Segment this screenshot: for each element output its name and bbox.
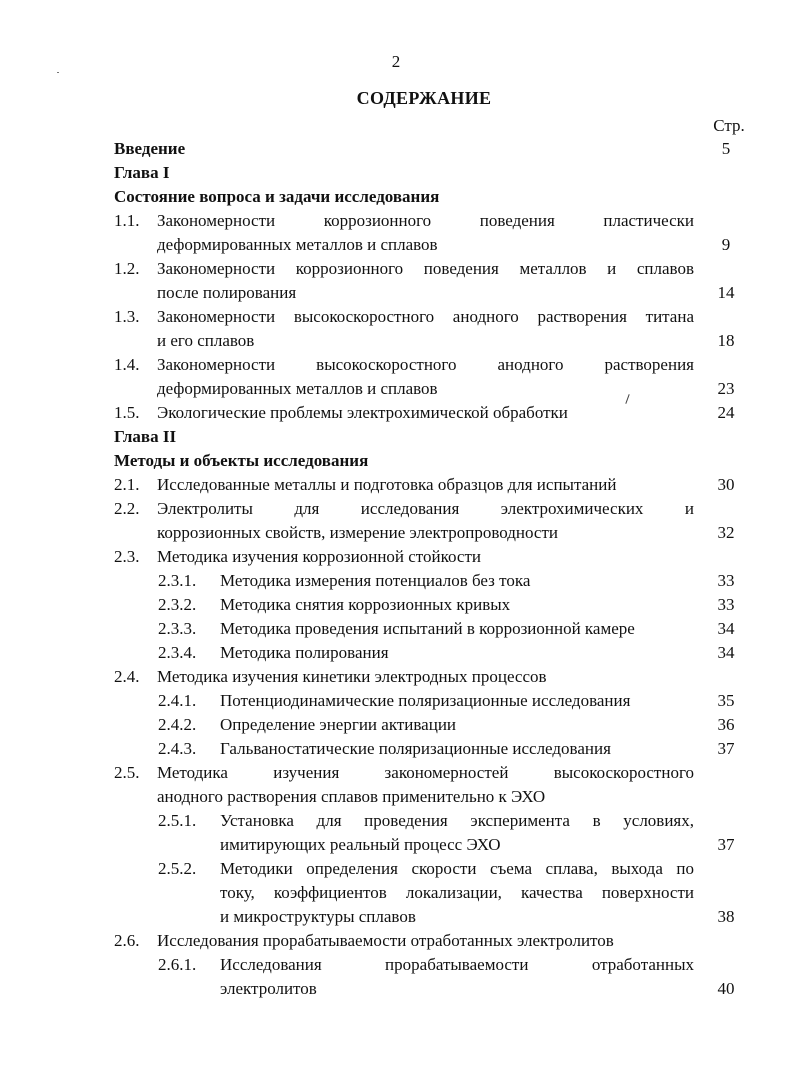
toc-entry-title-line: Установка для проведения эксперимента в условиях, — [220, 811, 694, 830]
toc-entry-title-line: Методика снятия коррозионных кривых — [220, 595, 511, 614]
toc-entry-title-line: Методика полирования — [220, 643, 389, 662]
toc-entry-title — [220, 809, 694, 857]
toc-entry-number: 2.4.1. — [158, 691, 197, 710]
toc-entry-title — [220, 569, 694, 593]
toc-entry-title-line: имитирующих реальный процесс ЭХО — [220, 835, 501, 854]
toc-entry — [0, 449, 792, 473]
table-of-contents — [0, 137, 792, 1001]
toc-entry-number: 2.1. — [114, 475, 140, 494]
toc-entry-title-line: Методика изучения кинетики электродных процессов — [157, 667, 547, 686]
toc-entry — [0, 713, 792, 737]
toc-entry — [0, 737, 792, 761]
toc-entry-title — [220, 689, 694, 713]
toc-entry-number: 2.5. — [114, 763, 140, 782]
toc-entry — [0, 185, 792, 209]
toc-entry-number: 2.3. — [114, 547, 140, 566]
page-number: 2 — [391, 52, 401, 71]
toc-entry-title-line: Исследования прорабатываемости отработанных электролитов — [157, 931, 614, 950]
toc-entry — [0, 809, 792, 857]
toc-entry-title-line: Закономерности коррозионного поведения металлов и сплавов — [157, 259, 694, 278]
toc-entry-number: 1.3. — [114, 307, 140, 326]
toc-page-number: 33 — [717, 571, 735, 590]
toc-entry-title-line: Электролиты для исследования электрохимических и — [157, 499, 694, 518]
toc-entry — [0, 641, 792, 665]
toc-entry-title-line: Потенциодинамические поляризационные исследования — [220, 691, 631, 710]
toc-page-number: 18 — [717, 331, 735, 350]
toc-page-number: 32 — [717, 523, 735, 542]
toc-entry-number: 2.3.4. — [158, 643, 197, 662]
toc-page-number: 34 — [717, 643, 735, 662]
toc-entry-title-line: Методика изучения коррозионной стойкости — [157, 547, 482, 566]
toc-entry-number: 2.5.2. — [158, 859, 197, 878]
toc-entry-title-line: Закономерности высокоскоростного анодного растворения титана — [157, 307, 694, 326]
toc-entry — [0, 137, 792, 161]
toc-entry — [0, 761, 792, 809]
toc-entry-title — [157, 257, 694, 305]
toc-entry-title — [220, 641, 694, 665]
toc-entry-title — [157, 497, 694, 545]
toc-entry-number: 2.4. — [114, 667, 140, 686]
toc-heading: Состояние вопроса и задачи исследования — [114, 187, 440, 206]
toc-entry-title — [157, 401, 694, 425]
toc-page-number: 37 — [717, 835, 735, 854]
toc-entry — [0, 665, 792, 689]
toc-page-number: 5 — [721, 139, 731, 158]
toc-entry — [0, 257, 792, 305]
toc-entry-title — [220, 953, 694, 1001]
toc-page-number: 33 — [717, 595, 735, 614]
toc-entry-title — [220, 737, 694, 761]
toc-entry-number: 2.3.2. — [158, 595, 197, 614]
toc-entry-number: 2.4.3. — [158, 739, 197, 758]
toc-entry-title-line: анодного растворения сплавов применительно к ЭХО — [157, 787, 546, 806]
toc-entry-number: 2.2. — [114, 499, 140, 518]
toc-heading: Глава II — [114, 427, 177, 446]
toc-entry-title — [157, 761, 694, 809]
toc-entry-number: 2.4.2. — [158, 715, 197, 734]
toc-entry — [0, 305, 792, 353]
toc-entry — [0, 425, 792, 449]
toc-entry-title-line: току, коэффициентов локализации, качества поверхности — [220, 883, 694, 902]
toc-entry-title — [220, 857, 694, 929]
toc-entry-title-line: Методики определения скорости съема сплава, выхода по — [220, 859, 694, 878]
toc-entry-number: 1.2. — [114, 259, 140, 278]
toc-page-number: 30 — [717, 475, 735, 494]
toc-entry-title — [157, 209, 694, 257]
toc-entry-title-line: Методика изучения закономерностей высокоскоростного — [157, 763, 694, 782]
toc-entry-title-line: деформированных металлов и сплавов — [157, 235, 438, 254]
page-column-header: Стр. — [713, 116, 745, 135]
toc-entry-title-line: деформированных металлов и сплавов — [157, 379, 438, 398]
toc-page-number: 35 — [717, 691, 735, 710]
toc-entry — [0, 593, 792, 617]
toc-entry — [0, 929, 792, 953]
toc-entry-title-line: коррозионных свойств, измерение электропроводности — [157, 523, 558, 542]
toc-entry-number: 1.1. — [114, 211, 140, 230]
toc-page-number: 24 — [717, 403, 735, 422]
toc-entry-title — [157, 353, 694, 401]
toc-entry-number: 2.3.3. — [158, 619, 197, 638]
toc-entry-title — [220, 617, 694, 641]
toc-entry-title-line: Определение энергии активации — [220, 715, 457, 734]
toc-entry-title-line: Закономерности высокоскоростного анодного растворения — [157, 355, 694, 374]
toc-entry-number: 2.6. — [114, 931, 140, 950]
toc-entry-number: 2.6.1. — [158, 955, 197, 974]
toc-entry-title — [157, 305, 694, 353]
toc-entry-title — [157, 665, 694, 689]
toc-entry — [0, 569, 792, 593]
toc-page-number: 36 — [717, 715, 735, 734]
toc-entry-title-line: после полирования — [157, 283, 297, 302]
toc-entry-title-line: Закономерности коррозионного поведения пластически — [157, 211, 694, 230]
toc-entry-title — [157, 545, 694, 569]
toc-entry — [0, 209, 792, 257]
toc-page-number: 38 — [717, 907, 735, 926]
toc-entry-title — [157, 473, 694, 497]
toc-entry — [0, 401, 792, 425]
toc-entry — [0, 473, 792, 497]
toc-entry — [0, 689, 792, 713]
toc-entry-title-line: Экологические проблемы электрохимической обработки — [157, 403, 568, 422]
toc-page-number: 37 — [717, 739, 735, 758]
scan-speck — [57, 72, 59, 73]
toc-heading: Методы и объекты исследования — [114, 451, 369, 470]
toc-entry-number: 2.5.1. — [158, 811, 197, 830]
toc-entry — [0, 857, 792, 929]
toc-entry-number: 1.5. — [114, 403, 140, 422]
toc-page-number: 14 — [717, 283, 735, 302]
toc-entry — [0, 161, 792, 185]
toc-entry-title-line: и микроструктуры сплавов — [220, 907, 416, 926]
toc-entry-title-line: электролитов — [220, 979, 317, 998]
toc-entry-title-line: Исследования прорабатываемости отработанных — [220, 955, 694, 974]
toc-entry — [0, 353, 792, 401]
toc-page-number: 34 — [717, 619, 735, 638]
document-title: СОДЕРЖАНИЕ — [356, 88, 492, 108]
toc-entry-title-line: и его сплавов — [157, 331, 255, 350]
toc-page-number: 23 — [717, 379, 735, 398]
toc-heading: Введение — [114, 139, 186, 158]
toc-entry-title-line: Методика измерения потенциалов без тока — [220, 571, 531, 590]
toc-entry — [0, 953, 792, 1001]
toc-entry-title — [220, 593, 694, 617]
toc-page-number: 9 — [721, 235, 731, 254]
toc-entry-title-line: Методика проведения испытаний в коррозионной камере — [220, 619, 635, 638]
toc-entry — [0, 617, 792, 641]
toc-entry-title-line: Гальваностатические поляризационные исследования — [220, 739, 611, 758]
toc-entry — [0, 545, 792, 569]
toc-entry-title — [220, 713, 694, 737]
toc-entry — [0, 497, 792, 545]
toc-entry-title — [157, 929, 694, 953]
toc-entry-number: 2.3.1. — [158, 571, 197, 590]
toc-heading: Глава I — [114, 163, 170, 182]
toc-page-number: 40 — [717, 979, 735, 998]
toc-entry-number: 1.4. — [114, 355, 140, 374]
toc-entry-title-line: Исследованные металлы и подготовка образцов для испытаний — [157, 475, 617, 494]
